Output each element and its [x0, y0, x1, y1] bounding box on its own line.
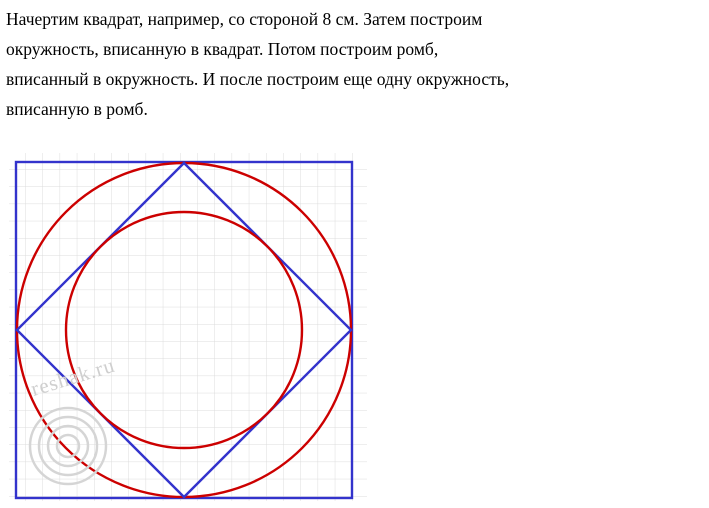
geometry-figure	[8, 152, 368, 502]
text-line-3: вписанный в окружность. И после построим еще одну окружность,	[6, 69, 510, 89]
text-line-2: окружность, вписанную в квадрат. Потом построим ромб,	[6, 39, 439, 59]
text-line-4: вписанную в ромб.	[6, 99, 148, 119]
text-line-1: Начертим квадрат, например, со стороной 8 см. Затем построим	[6, 9, 483, 29]
problem-text	[6, 4, 696, 124]
grid-background	[8, 152, 368, 502]
watermark-label: reshak.ru	[28, 352, 118, 401]
